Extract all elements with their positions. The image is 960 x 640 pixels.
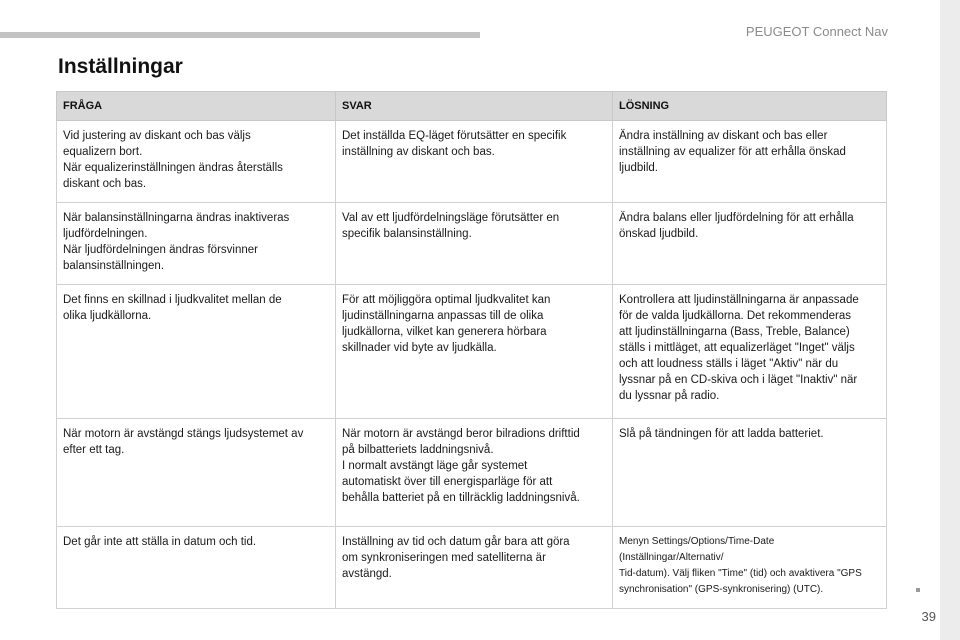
cell-line: När ljudfördelningen ändras försvinner [63,244,258,256]
troubleshooting-table [56,91,887,609]
solution-cell [613,419,887,527]
cell-line: diskant och bas. [63,178,147,190]
table-row [57,419,887,527]
answer-cell [336,121,613,203]
cell-line: Kontrollera att ljudinställningarna är anpassade [619,294,859,306]
solution-cell [613,121,887,203]
cell-line: När motorn är avstängd beror bilradions drifttid [342,428,580,440]
column-header-question: FRÅGA [57,92,336,121]
question-cell [57,203,336,285]
solution-cell [613,285,887,419]
column-header-answer: SVAR [336,92,613,121]
cell-line: inställning av equalizer för att erhålla önskad [619,146,846,158]
header-rule [0,32,480,38]
cell-line: på bilbatteriets laddningsnivå. [342,444,494,456]
solution-cell [613,203,887,285]
cell-line: equalizern bort. [63,146,143,158]
cell-line: för de valda ljudkällorna. Det rekommenderas [619,310,852,322]
cell-line: ljudfördelningen. [63,228,148,240]
cell-line: Det inställda EQ-läget förutsätter en specifik [342,130,567,142]
table-row [57,203,887,285]
cell-line: avstängd. [342,568,392,580]
cell-line: att ljudinställningarna (Bass, Treble, Balance) [619,326,850,338]
cell-line: önskad ljudbild. [619,228,699,240]
solution-cell [613,527,887,609]
cell-line: automatiskt över till energisparläge för att [342,476,553,488]
question-cell [57,121,336,203]
cell-line: specifik balansinställning. [342,228,472,240]
cell-line: Ändra balans eller ljudfördelning för att erhålla [619,212,854,224]
cell-line: balansinställningen. [63,260,165,272]
cell-line: I normalt avstängt läge går systemet [342,460,528,472]
cell-line: ställs i mittläget, att equalizerläget "Inget" väljs [619,342,855,354]
cell-line: lyssnar på en CD-skiva och i läget "Inaktiv" när [619,374,858,386]
question-cell [57,419,336,527]
cell-line: Menyn Settings/Options/Time-Date (Inställningar/Alternativ/ [619,536,775,563]
page-title: Inställningar [58,55,183,78]
cell-line: Ändra inställning av diskant och bas eller [619,130,828,142]
cell-line: synchronisation" (GPS-synkronisering) (UTC). [619,584,824,595]
cell-line: För att möjliggöra optimal ljudkvalitet kan [342,294,551,306]
brand-label: PEUGEOT Connect Nav [745,24,888,39]
cell-line: du lyssnar på radio. [619,390,720,402]
question-cell [57,527,336,609]
cell-line: ljudkällorna, vilket kan generera hörbara [342,326,547,338]
cell-line: Det går inte att ställa in datum och tid. [63,536,257,548]
cell-line: Slå på tändningen för att ladda batteriet. [619,428,824,440]
cell-line: Tid-datum). Välj fliken "Time" (tid) och avaktivera "GPS [619,568,862,579]
table-row [57,527,887,609]
cell-line: Inställning av tid och datum går bara att göra [342,536,570,548]
page-marker [916,588,920,592]
column-header-solution: LÖSNING [613,92,887,121]
cell-line: och att loudness ställs i läget "Aktiv" när du [619,358,839,370]
cell-line: ljudinställningarna anpassas till de olika [342,310,544,322]
answer-cell [336,285,613,419]
cell-line: behålla batteriet på en tillräcklig laddningsnivå. [342,492,580,504]
cell-line: När motorn är avstängd stängs ljudsystemet av [63,428,304,440]
table-row [57,285,887,419]
cell-line: ljudbild. [619,162,658,174]
cell-line: När equalizerinställningen ändras återställs [63,162,283,174]
cell-line: efter ett tag. [63,444,125,456]
answer-cell [336,419,613,527]
page-number: 39 [921,609,936,624]
cell-line: olika ljudkällorna. [63,310,152,322]
question-cell [57,285,336,419]
table-header-row [57,92,887,121]
answer-cell [336,203,613,285]
cell-line: Val av ett ljudfördelningsläge förutsätter en [342,212,560,224]
cell-line: När balansinställningarna ändras inaktiveras [63,212,290,224]
table-row [57,121,887,203]
cell-line: skillnader vid byte av ljudkälla. [342,342,497,354]
cell-line: Det finns en skillnad i ljudkvalitet mellan de [63,294,282,306]
cell-line: Vid justering av diskant och bas väljs [63,130,251,142]
answer-cell [336,527,613,609]
side-strip [940,0,960,640]
cell-line: inställning av diskant och bas. [342,146,495,158]
cell-line: om synkroniseringen med satelliterna är [342,552,546,564]
